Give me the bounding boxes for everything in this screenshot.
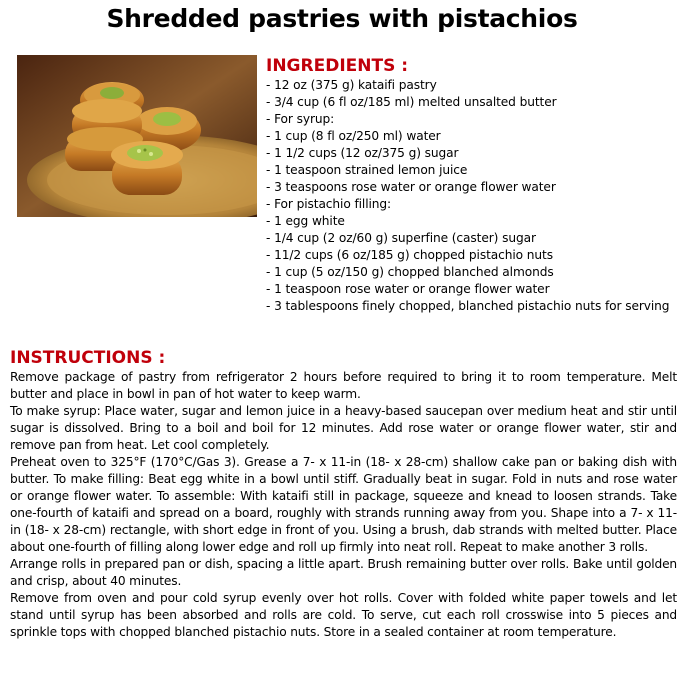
list-item: - 1 cup (5 oz/150 g) chopped blanched almonds	[266, 265, 554, 279]
list-item: - 3/4 cup (6 fl oz/185 ml) melted unsalted butter	[266, 95, 557, 109]
list-item: - 12 oz (375 g) kataifi pastry	[266, 78, 437, 92]
list-item: - 3 teaspoons rose water or orange flower water	[266, 180, 556, 194]
list-item: - 1/4 cup (2 oz/60 g) superfine (caster) sugar	[266, 231, 536, 245]
instruction-paragraph: To make syrup: Place water, sugar and lemon juice in a heavy-based saucepan over medium heat and stir until sugar is dissolved. Bring to a boil and boil for 12 minutes. Add rose water or orange flower water, stir and remove pan from heat. Let cool completely.	[10, 404, 677, 452]
instruction-paragraph: Preheat oven to 325°F (170°C/Gas 3). Grease a 7- x 11-in (18- x 28-cm) shallow cake pan or baking dish with butter. To make filling: Beat egg white in a bowl until stiff. Gradually beat in sugar. Fold in nuts and rose water or orange flower water. To assemble: With kataifi still in package, squeeze and knead to loosen strands. Take one-fourth of kataifi and spread on a board, roughly with strands running away from you. Shape into a 7- x 11-in (18- x 28-cm) rectangle, with short edge in front of you. Using a brush, dab strands with melted butter. Place about one-fourth of filling along lower edge and roll up firmly into neat roll. Repeat to make another 3 rolls.	[10, 455, 677, 554]
list-item: - 1 teaspoon strained lemon juice	[266, 163, 468, 177]
page-title: Shredded pastries with pistachios	[106, 4, 578, 33]
list-item: - 1 egg white	[266, 214, 345, 228]
list-item: - 1 cup (8 fl oz/250 ml) water	[266, 129, 441, 143]
ingredients-section	[266, 56, 678, 315]
list-item: - 11/2 cups (6 oz/185 g) chopped pistachio nuts	[266, 248, 553, 262]
instructions-section	[10, 348, 677, 641]
instruction-paragraph: Arrange rolls in prepared pan or dish, spacing a little apart. Brush remaining butter over rolls. Bake until golden and crisp, about 40 minutes.	[10, 557, 677, 588]
pastry-photo-icon	[17, 55, 257, 217]
ingredients-list	[266, 77, 678, 315]
instructions-heading: INSTRUCTIONS :	[10, 348, 166, 368]
ingredients-heading: INGREDIENTS :	[266, 56, 409, 76]
list-item: - For syrup:	[266, 112, 335, 126]
instruction-paragraph: Remove package of pastry from refrigerator 2 hours before required to bring it to room temperature. Melt butter and place in bowl in pan of hot water to keep warm.	[10, 370, 677, 401]
list-item: - 3 tablespoons finely chopped, blanched pistachio nuts for serving	[266, 299, 670, 313]
list-item: - 1 1/2 cups (12 oz/375 g) sugar	[266, 146, 459, 160]
pastry-photo	[17, 55, 257, 217]
list-item: - For pistachio filling:	[266, 197, 392, 211]
instruction-paragraph: Remove from oven and pour cold syrup evenly over hot rolls. Cover with folded white paper towels and let stand until syrup has been absorbed and rolls are cold. To serve, cut each roll crosswise into 5 pieces and sprinkle tops with chopped blanched pistachio nuts. Store in a sealed container at room temperature.	[10, 591, 677, 639]
list-item: - 1 teaspoon rose water or orange flower water	[266, 282, 550, 296]
